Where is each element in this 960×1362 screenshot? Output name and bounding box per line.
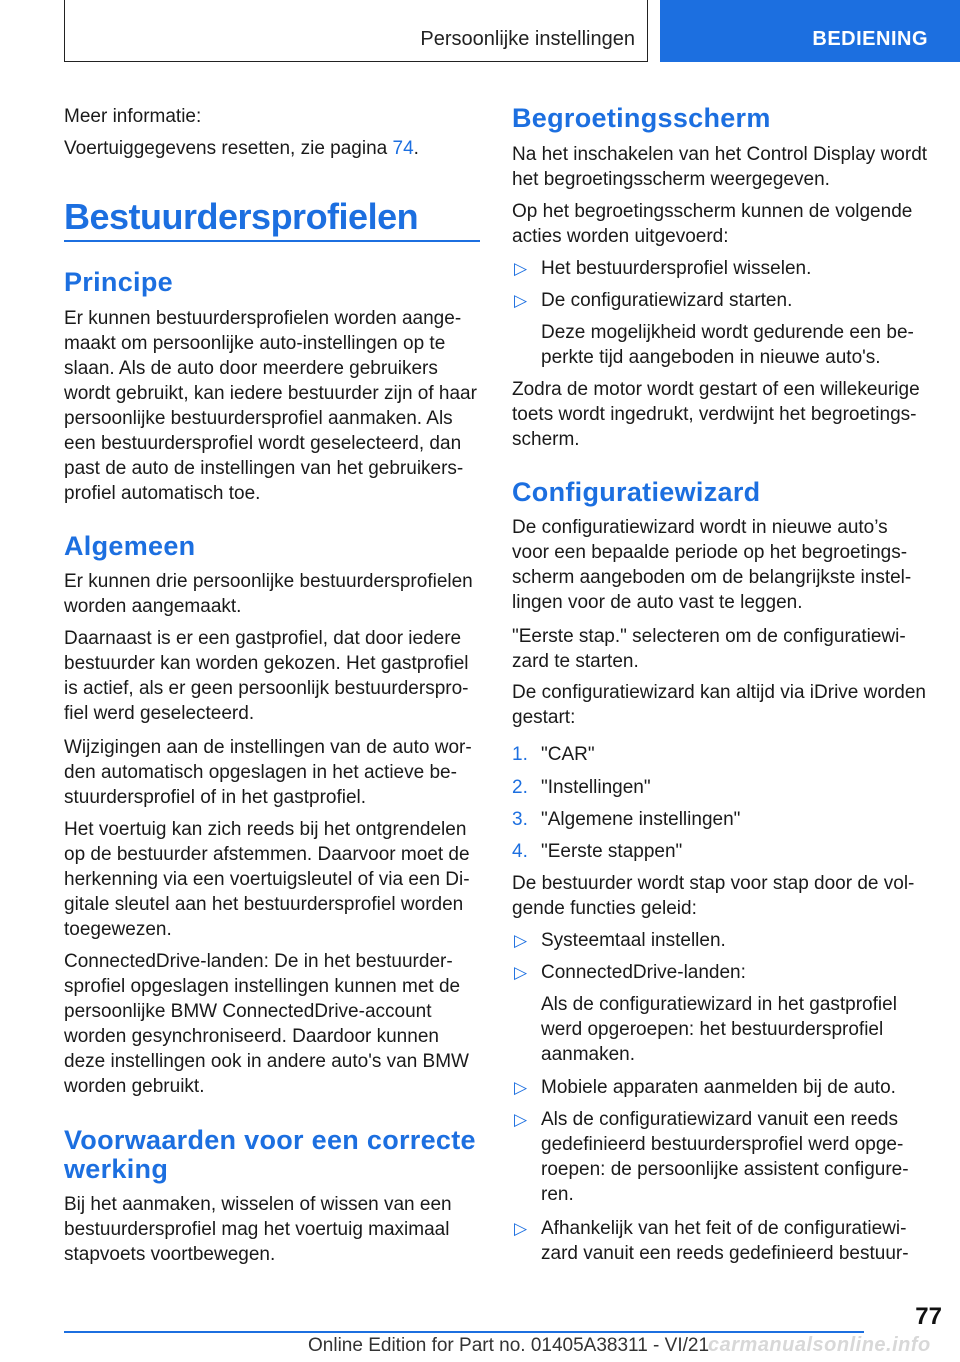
header-chapter-title: BEDIENING bbox=[812, 28, 928, 50]
text-line: De configuratiewizard wordt in nieuwe auto’s bbox=[512, 517, 888, 538]
text-line: Er kunnen drie persoonlijke bestuurdersprofielen bbox=[64, 571, 473, 592]
numbered-step bbox=[512, 775, 932, 800]
footer-rule bbox=[64, 1331, 864, 1333]
numbered-step bbox=[512, 839, 932, 864]
text-line: fiel werd geselecteerd. bbox=[64, 703, 255, 724]
heading-begroetingsscherm: Begroetingsscherm bbox=[512, 103, 771, 133]
text-line: worden gesynchroniseerd. Daardoor kunnen bbox=[64, 1026, 439, 1047]
algemeen-p4 bbox=[64, 817, 470, 942]
step-number: 4. bbox=[512, 841, 528, 862]
begroeting-p2 bbox=[512, 199, 912, 249]
triangle-bullet-icon: ▷ bbox=[514, 931, 528, 950]
text-line: sprofiel opgeslagen instellingen kunnen met de bbox=[64, 976, 461, 997]
triangle-bullet-icon: ▷ bbox=[514, 1078, 528, 1097]
triangle-bullet-icon: ▷ bbox=[514, 259, 528, 278]
text-line: Zodra de motor wordt gestart of een willekeurige bbox=[512, 379, 920, 400]
begroeting-p3 bbox=[512, 377, 920, 452]
text-line: gende functies geleid: bbox=[512, 898, 697, 919]
heading-algemeen: Algemeen bbox=[64, 531, 196, 561]
text-line: Wijzigingen aan de instellingen van de auto wor- bbox=[64, 737, 472, 758]
text-line: Als de configuratiewizard in het gastprofiel bbox=[541, 994, 897, 1015]
text-line: herkenning via een voertuigsleutel of via een Di- bbox=[64, 869, 470, 890]
algemeen-p2 bbox=[64, 626, 469, 726]
triangle-bullet-icon: ▷ bbox=[514, 1110, 528, 1129]
reference-line bbox=[64, 136, 419, 161]
text-line: stapvoets voortbewegen. bbox=[64, 1244, 276, 1265]
header-section-box bbox=[64, 0, 648, 62]
text-line: past de auto de instellingen van het gebruikers- bbox=[64, 458, 464, 479]
text-line: slaan. Als de auto door meerdere gebruikers bbox=[64, 358, 438, 379]
text-line: voor een bepaalde periode op het begroetings- bbox=[512, 542, 908, 563]
heading-voorwaarden-1: Voorwaarden voor een correcte bbox=[64, 1125, 476, 1155]
text-line: Het voertuig kan zich reeds bij het ontgrendelen bbox=[64, 819, 467, 840]
step-number: 1. bbox=[512, 744, 528, 765]
text-line: "Eerste stap." selecteren om de configuratiewi- bbox=[512, 626, 906, 647]
config-p1 bbox=[512, 515, 911, 615]
more-info-label: Meer informatie: bbox=[64, 106, 202, 127]
step-text: "Algemene instellingen" bbox=[541, 809, 741, 830]
text-line: Bij het aanmaken, wisselen of wissen van een bbox=[64, 1194, 452, 1215]
numbered-step bbox=[512, 807, 932, 832]
text-line: Afhankelijk van het feit of de configuratiewi- bbox=[541, 1218, 907, 1239]
list-item bbox=[512, 928, 932, 953]
text-line: scherm aangeboden om de belangrijkste instel- bbox=[512, 567, 912, 588]
list-item bbox=[512, 1075, 932, 1100]
text-line: stuurdersprofiel of in het gastprofiel. bbox=[64, 787, 367, 808]
triangle-bullet-icon: ▷ bbox=[514, 1219, 528, 1238]
algemeen-p5 bbox=[64, 949, 469, 1099]
list-item-text bbox=[541, 1107, 933, 1207]
text-line: gedefinieerd bestuurdersprofiel werd opge- bbox=[541, 1134, 904, 1155]
heading-principe: Principe bbox=[64, 267, 173, 297]
text-line: bestuurder kan worden gekozen. Het gastprofiel bbox=[64, 653, 469, 674]
principe-paragraph bbox=[64, 306, 477, 506]
text-line: zard te starten. bbox=[512, 651, 639, 672]
text-line: toegewezen. bbox=[64, 919, 172, 940]
page-link-74[interactable]: 74 bbox=[392, 138, 414, 159]
heading-voorwaarden-2: werking bbox=[64, 1154, 169, 1184]
header-chapter-box bbox=[660, 0, 960, 62]
text-line: De bestuurder wordt stap voor stap door de vol- bbox=[512, 873, 915, 894]
step-text: "CAR" bbox=[541, 744, 595, 765]
watermark: carmanualsonline.info bbox=[708, 1334, 931, 1356]
reference-end: . bbox=[413, 138, 419, 159]
header-section-title: Persoonlijke instellingen bbox=[420, 28, 635, 50]
config-p3 bbox=[512, 680, 926, 730]
text-line: een bestuurdersprofiel wordt geselecteerd, dan bbox=[64, 433, 462, 454]
begroeting-p1 bbox=[512, 142, 927, 192]
text-line: ren. bbox=[541, 1184, 574, 1205]
text-line: Na het inschakelen van het Control Display wordt bbox=[512, 144, 928, 165]
text-line: Daarnaast is er een gastprofiel, dat door iedere bbox=[64, 628, 462, 649]
text-line: De configuratiewizard kan altijd via iDrive worden bbox=[512, 682, 926, 703]
text-line: aanmaken. bbox=[541, 1044, 636, 1065]
text-line: op de bestuurder afstemmen. Daarvoor moet de bbox=[64, 844, 470, 865]
list-item-text bbox=[541, 1216, 933, 1266]
text-line: bestuurdersprofiel mag het voertuig maximaal bbox=[64, 1219, 450, 1240]
list-item-text: De configuratiewizard starten. bbox=[541, 290, 793, 311]
text-line: werd opgeroepen: het bestuurdersprofiel bbox=[541, 1019, 884, 1040]
text-line: den automatisch opgeslagen in het actieve be- bbox=[64, 762, 457, 783]
text-line: toets wordt ingedrukt, verdwijnt het begroetings- bbox=[512, 404, 917, 425]
step-text: "Instellingen" bbox=[541, 777, 651, 798]
triangle-bullet-icon: ▷ bbox=[514, 963, 528, 982]
footer-edition: Online Edition for Part no. 01405A38311 - VI/21 bbox=[308, 1335, 710, 1356]
list-item bbox=[512, 288, 932, 313]
algemeen-p3 bbox=[64, 735, 472, 810]
list-item-text: Het bestuurdersprofiel wisselen. bbox=[541, 258, 812, 279]
text-line: Deze mogelijkheid wordt gedurende een be- bbox=[541, 322, 914, 343]
text-line: zard vanuit een reeds gedefinieerd bestuur- bbox=[541, 1243, 909, 1264]
list-item bbox=[512, 1107, 932, 1207]
list-item bbox=[512, 960, 932, 985]
text-line: perkte tijd aangeboden in nieuwe auto's. bbox=[541, 347, 881, 368]
text-line: maakt om persoonlijke auto-instellingen op te bbox=[64, 333, 446, 354]
step-text: "Eerste stappen" bbox=[541, 841, 683, 862]
text-line: worden gebruikt. bbox=[64, 1076, 205, 1097]
triangle-bullet-icon: ▷ bbox=[514, 291, 528, 310]
heading-configuratiewizard: Configuratiewizard bbox=[512, 477, 761, 507]
text-line: roepen: de persoonlijke assistent configure- bbox=[541, 1159, 909, 1180]
text-line: persoonlijke BMW ConnectedDrive-account bbox=[64, 1001, 432, 1022]
text-line: Als de configuratiewizard vanuit een reeds bbox=[541, 1109, 898, 1130]
step-number: 3. bbox=[512, 809, 528, 830]
text-line: is actief, als er geen persoonlijk bestuurderspro- bbox=[64, 678, 469, 699]
text-line: lingen voor de auto vast te leggen. bbox=[512, 592, 803, 613]
list-item bbox=[512, 256, 932, 281]
numbered-step bbox=[512, 742, 932, 767]
config-p4 bbox=[512, 871, 914, 921]
page-title: Bestuurdersprofielen bbox=[64, 196, 419, 237]
voorwaarden-paragraph bbox=[64, 1192, 452, 1267]
list-item-text: Mobiele apparaten aanmelden bij de auto. bbox=[541, 1077, 896, 1098]
reference-text: Voertuiggegevens resetten, zie pagina bbox=[64, 138, 393, 159]
list-item-text: ConnectedDrive-landen: bbox=[541, 962, 746, 983]
text-line: Op het begroetingsscherm kunnen de volgende bbox=[512, 201, 913, 222]
text-line: scherm. bbox=[512, 429, 580, 450]
bullet-sub-paragraph bbox=[541, 992, 897, 1067]
page-number: 77 bbox=[915, 1303, 942, 1330]
text-line: Er kunnen bestuurdersprofielen worden aange- bbox=[64, 308, 462, 329]
algemeen-p1 bbox=[64, 569, 473, 619]
text-line: worden aangemaakt. bbox=[64, 596, 242, 617]
text-line: gestart: bbox=[512, 707, 576, 728]
list-item bbox=[512, 1216, 932, 1266]
text-line: persoonlijke bestuurdersprofiel aanmaken. Als bbox=[64, 408, 453, 429]
text-line: gitale sleutel aan het bestuurdersprofiel worden bbox=[64, 894, 464, 915]
text-line: ConnectedDrive-landen: De in het bestuurder- bbox=[64, 951, 453, 972]
list-item-text: Systeemtaal instellen. bbox=[541, 930, 726, 951]
text-line: profiel automatisch toe. bbox=[64, 483, 261, 504]
text-line: het begroetingsscherm weergegeven. bbox=[512, 169, 830, 190]
text-line: wordt gebruikt, kan iedere bestuurder zijn of haar bbox=[64, 383, 477, 404]
step-number: 2. bbox=[512, 777, 528, 798]
text-line: deze instellingen ook in andere auto's van BMW bbox=[64, 1051, 469, 1072]
config-p2 bbox=[512, 624, 906, 674]
bullet-sub-paragraph bbox=[541, 320, 914, 370]
title-rule bbox=[64, 240, 480, 242]
text-line: acties worden uitgevoerd: bbox=[512, 226, 729, 247]
